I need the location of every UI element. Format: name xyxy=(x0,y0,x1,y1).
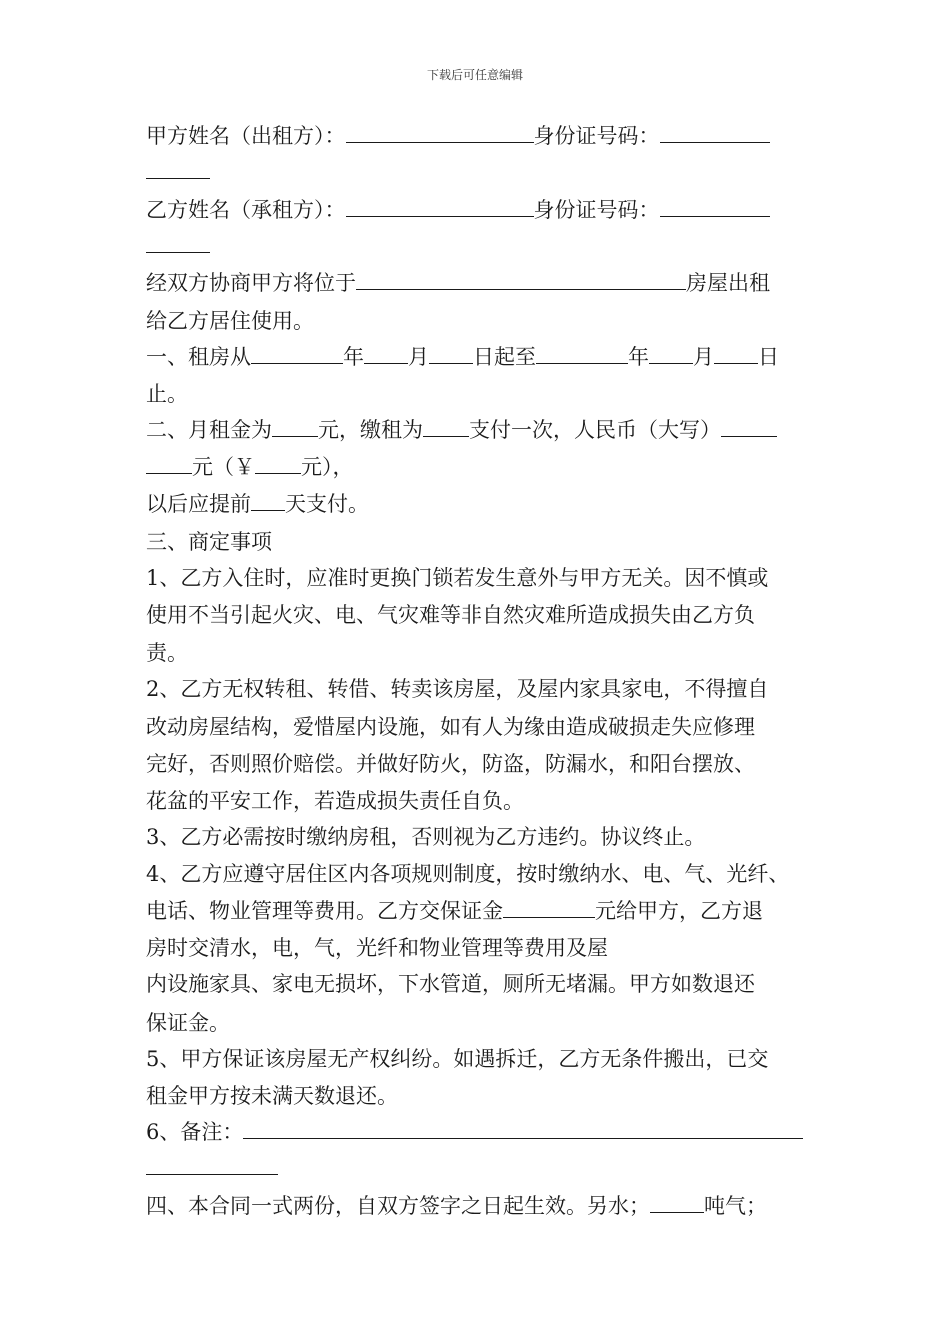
clause-3: 3、乙方必需按时缴纳房租，否则视为乙方违约。协议终止。 xyxy=(146,825,706,849)
page-header: 下载后可任意编辑 xyxy=(426,68,523,82)
clause-1-l2: 使用不当引起火灾、电、气灾难等非自然灾难所造成损失由乙方负 xyxy=(146,603,755,627)
clause-5-l2: 租金甲方按未满天数退还。 xyxy=(146,1084,398,1108)
deposit-blank xyxy=(503,897,595,918)
notes-blank xyxy=(243,1118,803,1139)
party-a-name-blank xyxy=(346,122,534,143)
party-b-id-blank-cont xyxy=(146,232,210,260)
rent-line: 二、月租金为 元，缴租为 支付一次，人民币（大写） xyxy=(146,416,777,444)
clause-1-l1: 1、乙方入住时，应准时更换门锁若发生意外与甲方无关。因不慎或 xyxy=(146,566,769,590)
party-a-label: 甲方姓名（出租方）： xyxy=(146,124,346,148)
intro-line-2: 给乙方居住使用。 xyxy=(146,309,314,333)
clause-5-l1: 5、甲方保证该房屋无产权纠纷。如遇拆迁，乙方无条件搬出，已交 xyxy=(146,1047,769,1071)
rent-line-2: 元（￥ 元）， xyxy=(146,453,354,481)
terms-title: 三、商定事项 xyxy=(146,530,272,554)
notes-blank-cont xyxy=(146,1154,278,1182)
term-line: 一、租房从 年 月 日起至 年 月 日 xyxy=(146,345,779,369)
party-a-id-label: 身份证号码： xyxy=(533,124,660,148)
clause-1-l3: 责。 xyxy=(146,641,188,665)
rent-line-3: 以后应提前 天支付。 xyxy=(146,492,369,516)
party-b-id-blank xyxy=(660,196,770,217)
intro-line: 经双方协商甲方将位于 房屋出租 xyxy=(146,271,770,295)
clause-2-l4: 花盆的平安工作，若造成损失责任自负。 xyxy=(146,789,524,813)
clause-2-l2: 改动房屋结构，爱惜屋内设施，如有人为缘由造成破损走失应修理 xyxy=(146,715,755,739)
clause-6: 6、备注： xyxy=(146,1118,803,1146)
party-a-id-blank-cont xyxy=(146,158,210,186)
clause-4-l5: 保证金。 xyxy=(146,1011,230,1035)
clause-2-l3: 完好，否则照价赔偿。并做好防火，防盗，防漏水，和阳台摆放、 xyxy=(146,752,755,776)
section-4: 四、本合同一式两份，自双方签字之日起生效。另水； 吨气； xyxy=(146,1194,767,1218)
water-blank xyxy=(650,1192,704,1213)
party-b-line xyxy=(146,196,770,224)
party-b-name-blank xyxy=(346,196,534,217)
party-b-label: 乙方姓名（承租方）： xyxy=(146,198,346,222)
clause-4-l3: 房时交清水，电，气，光纤和物业管理等费用及屋 xyxy=(146,936,608,960)
party-a-line xyxy=(146,122,770,150)
term-line-2: 止。 xyxy=(146,382,188,406)
clause-4-l1: 4、乙方应遵守居住区内各项规则制度，按时缴纳水、电、气、光纤、 xyxy=(146,862,790,886)
address-blank xyxy=(356,269,686,290)
party-a-id-blank xyxy=(660,122,770,143)
clause-2-l1: 2、乙方无权转租、转借、转卖该房屋，及屋内家具家电，不得擅自 xyxy=(146,677,769,701)
party-b-id-label: 身份证号码： xyxy=(533,198,660,222)
clause-4-l2: 电话、物业管理等费用。乙方交保证金 元给甲方，乙方退 xyxy=(146,899,763,923)
clause-4-l4: 内设施家具、家电无损坏，下水管道，厕所无堵漏。甲方如数退还 xyxy=(146,972,755,996)
